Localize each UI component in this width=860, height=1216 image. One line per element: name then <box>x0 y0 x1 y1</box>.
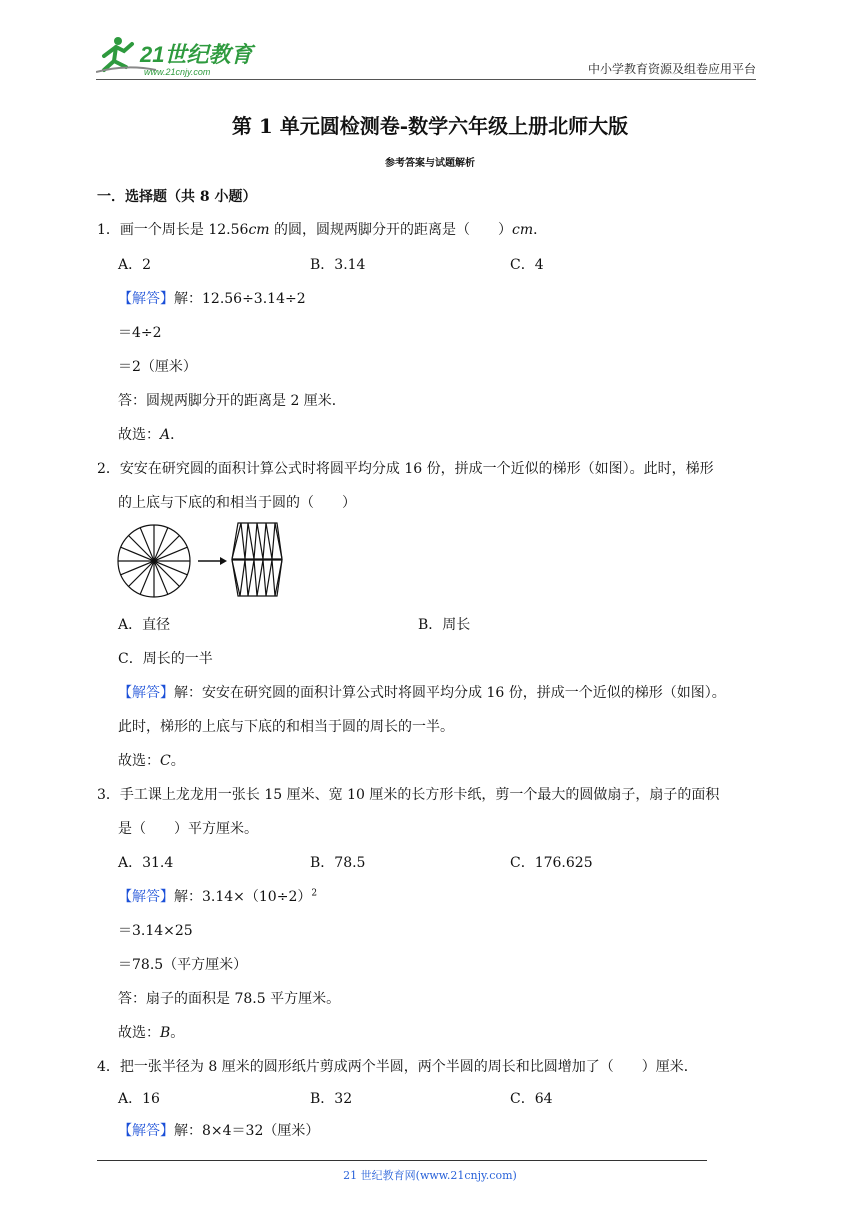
circle-to-trapezoid-figure <box>116 520 302 600</box>
trapezoid-figure <box>232 523 282 596</box>
footer-divider <box>97 1160 707 1161</box>
page-title: 第 1 单元圆检测卷-数学六年级上册北师大版 <box>231 114 629 138</box>
question-2-choice: 故选：C。 <box>118 753 185 769</box>
question-2-stem-line-1: 2．安安在研究圆的面积计算公式时将圆平均分成 16 份，拼成一个近似的梯形（如图）。此时，梯形 <box>97 461 714 477</box>
question-3-option-a: A．31.4 <box>118 855 174 871</box>
sectored-circle <box>118 525 190 597</box>
question-1-choice: 故选：A． <box>118 427 185 443</box>
question-4-stem: 4．把一张半径为 8 厘米的圆形纸片剪成两个半圆，两个半圆的周长和比圆增加了（ ）厘米． <box>97 1059 698 1075</box>
question-3-step-2: ＝3.14×25 <box>118 923 193 939</box>
question-3-option-c: C．176.625 <box>510 855 593 871</box>
question-3-conclusion: 答：扇子的面积是 78.5 平方厘米。 <box>118 991 341 1007</box>
question-1-option-c: C．4 <box>510 257 544 273</box>
question-2-stem-line-2: 的上底与下底的和相当于圆的（ ） <box>118 495 356 511</box>
question-3-step-3: ＝78.5（平方厘米） <box>118 957 248 973</box>
question-1-step-3: ＝2（厘米） <box>118 359 197 375</box>
right-arrow-icon <box>198 557 227 565</box>
question-2-option-c: C．周长的一半 <box>118 651 213 667</box>
question-2-option-a: A．直径 <box>118 617 171 633</box>
question-3-stem-line-1: 3．手工课上龙龙用一张长 15 厘米、宽 10 厘米的长方形卡纸，剪一个最大的圆做扇子，扇子的面积 <box>97 787 720 803</box>
question-2-option-b: B．周长 <box>418 617 471 633</box>
question-1-conclusion: 答：圆规两脚分开的距离是 2 厘米． <box>118 393 346 409</box>
question-1-option-a: A．2 <box>118 257 152 273</box>
question-1-step-2: ＝4÷2 <box>118 325 162 341</box>
question-3-choice: 故选：B。 <box>118 1025 185 1041</box>
question-4-option-c: C．64 <box>510 1091 553 1107</box>
footer-link[interactable]: 21 世纪教育网(www.21cnjy.com) <box>343 1169 517 1182</box>
question-4-option-a: A．16 <box>118 1091 160 1107</box>
section-heading: 一．选择题（共 8 小题） <box>97 189 257 205</box>
question-4-answer-line: 【解答】解：8×4＝32（厘米） <box>118 1123 320 1139</box>
question-3-option-b: B．78.5 <box>310 855 366 871</box>
answer-badge: 【解答】 <box>118 291 174 307</box>
question-2-answer-line: 【解答】解：安安在研究圆的面积计算公式时将圆平均分成 16 份，拼成一个近似的梯形（如图）。 <box>118 685 726 701</box>
page-subtitle: 参考答案与试题解析 <box>385 158 475 169</box>
question-3-answer-line: 【解答】解：$3.14\times(10\div 2)^2$ <box>118 888 318 905</box>
header-divider <box>96 79 756 80</box>
question-3-stem-line-2: 是（ ）平方厘米。 <box>118 821 258 837</box>
question-2-answer-line-2: 此时，梯形的上底与下底的和相当于圆的周长的一半。 <box>118 719 454 735</box>
answer-badge: 【解答】 <box>118 685 174 701</box>
question-1-option-b: B．3.14 <box>310 257 366 273</box>
answer-badge: 【解答】 <box>118 889 174 905</box>
site-logo[interactable] <box>96 34 261 78</box>
question-1-answer-line: 【解答】解：12.56÷3.14÷2 <box>118 291 306 307</box>
logo-text: 21世纪教育 <box>140 42 253 67</box>
logo-url: www.21cnjy.com <box>144 67 211 77</box>
question-1-stem: 1．画一个周长是 12.56cm 的圆，圆规两脚分开的距离是（ ）cm． <box>97 222 548 238</box>
platform-name: 中小学教育资源及组卷应用平台 <box>587 62 756 76</box>
question-4-option-b: B．32 <box>310 1091 353 1107</box>
answer-badge: 【解答】 <box>118 1123 174 1139</box>
